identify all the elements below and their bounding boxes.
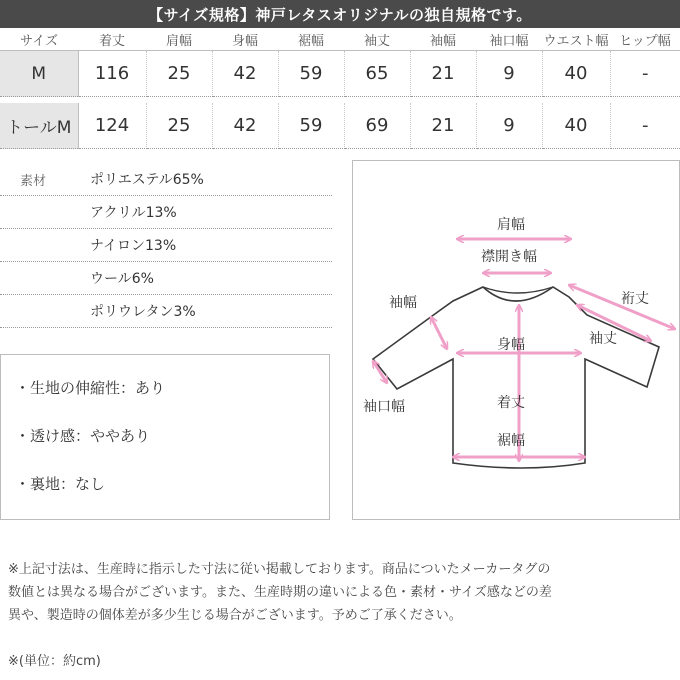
material-value: アクリル13% <box>90 205 177 221</box>
table-cell: 116 <box>78 51 146 97</box>
col-header-cuff-width: 袖口幅 <box>476 28 542 51</box>
col-header-hip: ヒップ幅 <box>610 28 680 51</box>
table-cell: 21 <box>410 51 476 97</box>
material-list <box>0 163 332 328</box>
table-cell: 25 <box>146 103 212 149</box>
length-label: 着丈 <box>497 395 525 411</box>
material-value: ポリウレタン3% <box>90 304 196 320</box>
table-cell: 59 <box>278 103 344 149</box>
col-header-sleeve-length: 袖丈 <box>344 28 410 51</box>
col-header-waist: ウエスト幅 <box>542 28 610 51</box>
note-line: 異や、製造時の個体差が多少生じる場合がございます。予めご了承ください。 <box>8 608 462 623</box>
table-cell: 40 <box>542 51 610 97</box>
table-cell: 59 <box>278 51 344 97</box>
col-header-length: 着丈 <box>78 28 146 51</box>
table-cell: 65 <box>344 51 410 97</box>
collar-line <box>483 287 553 293</box>
size-spec-banner <box>0 0 680 28</box>
col-header-body-width: 身幅 <box>212 28 278 51</box>
sleeve-width-label: 袖幅 <box>389 295 417 311</box>
material-row <box>0 295 332 328</box>
col-header-size: サイズ <box>0 28 78 51</box>
sheerness-property: ・透け感：ややあり <box>15 427 151 445</box>
size-table <box>0 28 680 149</box>
table-cell: - <box>610 51 680 97</box>
material-row <box>0 163 332 196</box>
table-cell: 9 <box>476 103 542 149</box>
table-cell: 25 <box>146 51 212 97</box>
row-size-label: M <box>0 51 78 97</box>
material-value: ポリエステル65% <box>90 172 204 188</box>
note-line: 数値とは異なる場合がございます。また、生産時期の違いによる色・素材・サイズ感などの差 <box>8 585 552 600</box>
material-row <box>0 262 332 295</box>
row-size-label: トールM <box>0 103 78 149</box>
disclaimer-notes <box>8 558 672 627</box>
table-cell: - <box>610 103 680 149</box>
table-cell: 40 <box>542 103 610 149</box>
fabric-properties-box <box>0 354 330 520</box>
material-row <box>0 196 332 229</box>
table-cell: 124 <box>78 103 146 149</box>
hem-label: 裾幅 <box>497 433 525 449</box>
banner-title: 【サイズ規格】神戸レタスオリジナルの独自規格です。 <box>148 5 532 24</box>
table-cell: 42 <box>212 103 278 149</box>
measurement-diagram <box>352 160 680 520</box>
table-row <box>0 103 680 149</box>
neck-label: 襟開き幅 <box>481 249 537 265</box>
sleeve-length-label: 袖丈 <box>589 331 617 347</box>
table-cell: 42 <box>212 51 278 97</box>
col-header-hem-width: 裾幅 <box>278 28 344 51</box>
table-cell: 9 <box>476 51 542 97</box>
yuki-label: 裄丈 <box>621 291 649 307</box>
table-row <box>0 51 680 97</box>
size-table-header-row <box>0 28 680 51</box>
note-line: ※上記寸法は、生産時に指示した寸法に従い掲載しております。商品についたメーカータグの <box>8 562 551 577</box>
shoulder-label: 肩幅 <box>497 217 525 233</box>
cuff-label: 袖口幅 <box>363 399 405 415</box>
unit-note: ※(単位：約cm) <box>8 654 101 669</box>
table-cell: 21 <box>410 103 476 149</box>
lining-property: ・裏地：なし <box>15 475 106 493</box>
material-value: ナイロン13% <box>90 238 177 254</box>
stretch-property: ・生地の伸縮性：あり <box>15 379 166 397</box>
col-header-shoulder: 肩幅 <box>146 28 212 51</box>
body-width-label: 身幅 <box>497 337 525 353</box>
material-row <box>0 229 332 262</box>
table-cell: 69 <box>344 103 410 149</box>
garment-illustration <box>353 161 680 521</box>
col-header-sleeve-width: 袖幅 <box>410 28 476 51</box>
material-value: ウール6% <box>90 271 154 287</box>
material-label: 素材 <box>20 173 47 189</box>
